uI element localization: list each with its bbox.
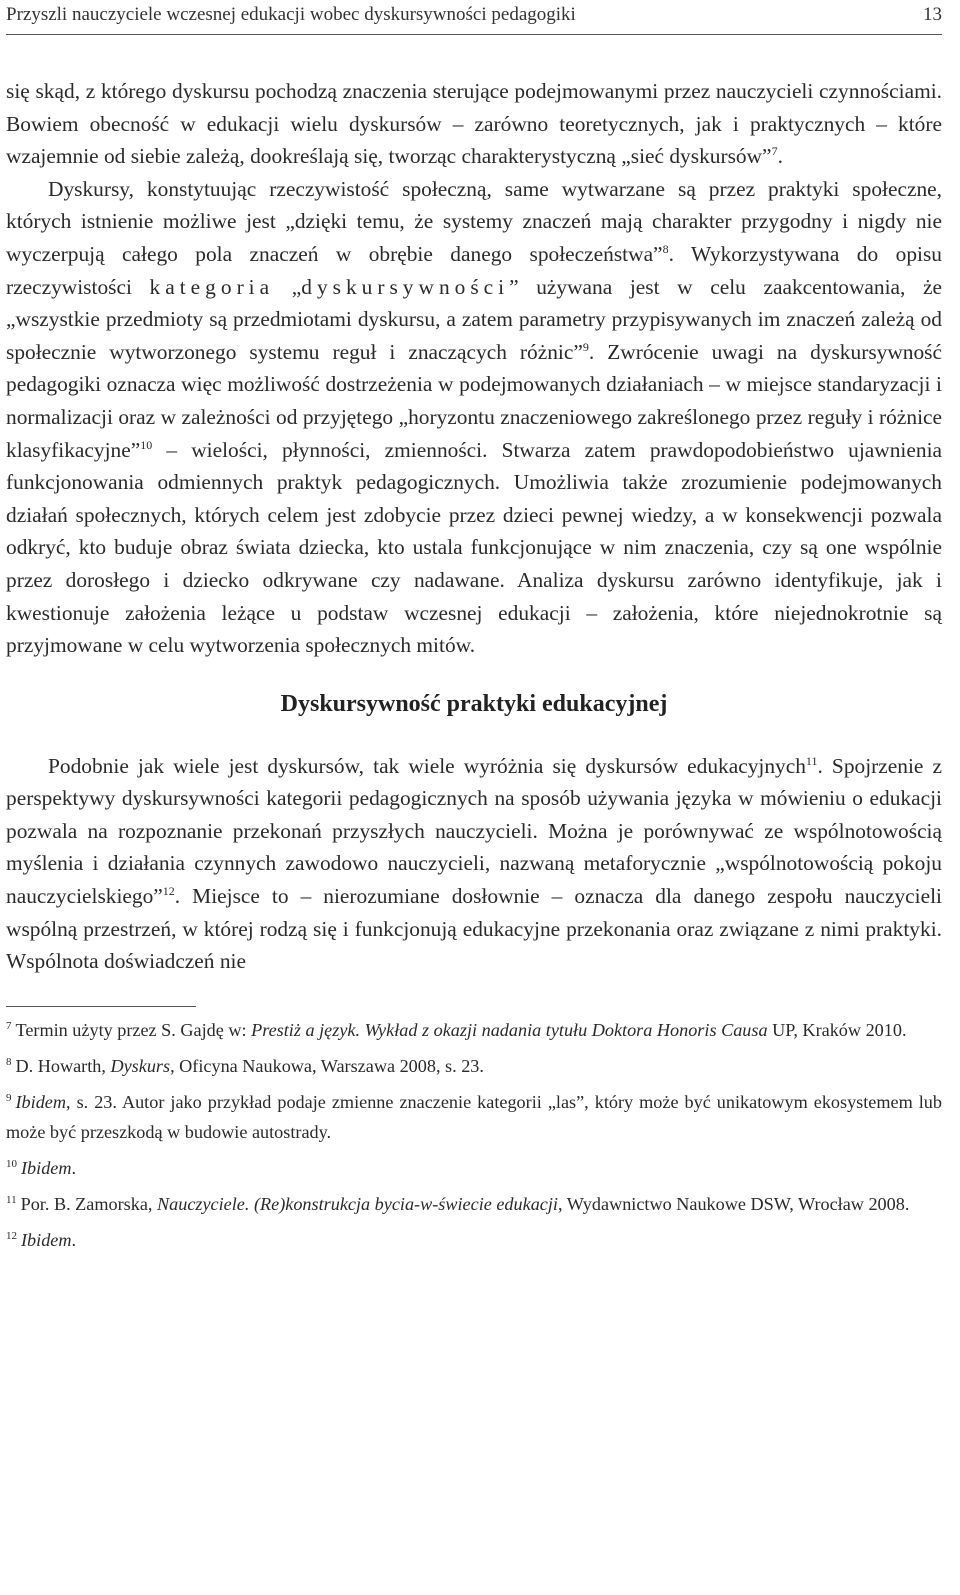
footnote-italic: Ibidem [21,1229,72,1250]
paragraph-3-text-a: Podobnie jak wiele jest dyskursów, tak wiele wyróżnia się dyskursów edukacyjnych [48,753,806,778]
footnote-text: , Oficyna Naukowa, Warszawa 2008, s. 23. [170,1055,484,1076]
footnote-number: 12 [6,1229,17,1242]
open-quote: „ [291,274,302,299]
paragraph-2-text-a: Dyskursy, konstytuując rzeczywistość społeczną, same wytwarzane są przez praktyki społeczne, których istnienie możliwe jest „dzięki temu, że systemy znaczeń mają charakter przygodny i nigdy nie wyczerpują całego pola znaczeń w obrębie danego społeczeństwa” [6,176,942,266]
footnote [6,1189,942,1219]
footnote [6,1153,942,1183]
footnote-ref-8[interactable]: 8 [662,241,669,256]
footnote-ref-9[interactable]: 9 [582,339,589,354]
spaced-term-dyskursywnosci: dyskursywności [301,274,510,299]
paragraph-2-text-f: – wielości, płynności, zmienności. Stwarza zatem prawdopodobieństwo ujawnienia funkcjonowania odmiennych praktyk pedagogicznych. Umożliwia także zrozumienie podejmowanych działań społecznych, których celem jest zdobycie przez dzieci pewnej wiedzy, a w konsekwencji pozwala odkryć, kto buduje obraz świata dziecka, kto ustala funkcjonujące w nim znaczenia, czy są one wspólnie przez dorosłego i dziecko odkrywane czy nadawane. Analiza dyskursu zarówno identyfikuje, jak i kwestionuje założenia leżące u podstaw wczesnej edukacji – założenia, które niejednokrotnie są przyjmowane w celu wytworzenia społecznych mitów. [6,437,942,658]
footnote [6,1015,942,1045]
footnote-text: , Wydawnictwo Naukowe DSW, Wrocław 2008. [557,1193,910,1214]
paragraph-1 [6,75,942,173]
footnote-number: 7 [6,1019,12,1032]
footnote-text: . [71,1157,77,1178]
footnote-number: 10 [6,1157,17,1170]
paragraph-2-text-e: . Zwrócenie uwagi na dyskursywność pedagogiki oznacza więc możliwość dostrzeżenia w podejmowanych działaniach – w miejsce standaryzacji i normalizacji oraz w zależności od przyjętego „horyzontu znaczeniowego zakreślonego przez reguły i różnice klasyfikacyjne” [6,339,943,462]
footnote-text: UP, Kraków 2010. [767,1019,907,1040]
paragraph-1-text: się skąd, z którego dyskursu pochodzą znaczenia sterujące podejmowanymi przez nauczycieli czynnościami. Bowiem obecność w edukacji wielu dyskursów – zarówno teoretycznych, jak i praktycznych – które wzajemnie od siebie zależą, dookreślają się, tworząc charakterystyczną „sieć dyskursów” [6,79,942,169]
running-title: Przyszli nauczyciele wczesnej edukacji wobec dyskursywności pedagogiki [6,4,576,25]
footnote-ref-10[interactable]: 10 [140,437,153,452]
footnote-italic: Nauczyciele. (Re)konstrukcja bycia-w-świecie edukacji [157,1193,558,1214]
footnote-text: Termin użyty przez S. Gajdę w: [15,1019,252,1040]
footnote-text: Por. B. Zamorska, [20,1193,157,1214]
footnote-number: 8 [6,1055,12,1068]
spaced-term-kategoria: kategoria [149,274,275,299]
running-header [6,0,942,35]
footnote-ref-7[interactable]: 7 [771,144,778,159]
paragraph-3-text-b: . Spojrzenie z perspektywy dyskursywności kategorii pedagogicznych na sposób używania języka w mówieniu o edukacji pozwala na rozpoznanie przekonań przyszłych nauczycieli. Można je porównywać ze wspólnotowością myślenia i działania czynnych zawodowo nauczycieli, nazwaną metaforycznie „wspólnotowością pokoju nauczycielskiego” [6,753,943,909]
paragraph-2-text-b: . Wykorzystywana do opisu rzeczywistości [6,241,942,299]
paragraph-3-text-c: . Miejsce to – nierozumiane dosłownie – oznacza dla danego zespołu nauczycieli wspólną przestrzeń, w której rodzą się i funkcjonują edukacyjne przekonania oraz związane z nimi praktyki. Wspólnota doświadczeń nie [6,884,942,974]
page-number: 13 [923,4,942,25]
footnote [6,1087,942,1147]
footnote [6,1225,942,1255]
section-heading: Dyskursywność praktyki edukacyjnej [280,690,668,717]
footnote-text: , s. 23. Autor jako przykład podaje zmienne znaczenie kategorii „las”, który może być unikatowym ekosystemem lub może być przeszkodą w budowie autostrady. [6,1091,942,1142]
footnote [6,1051,942,1081]
footnote-text: D. Howarth, [15,1055,111,1076]
footnote-italic: Ibidem [15,1091,67,1112]
paragraph-1-end: . [777,144,783,169]
footnote-divider [6,1006,196,1007]
paragraph-2 [6,173,942,662]
footnote-italic: Dyskurs [110,1055,171,1076]
main-text [6,75,942,978]
paragraph-3 [6,750,942,978]
footnote-italic: Ibidem [21,1157,72,1178]
footnotes [6,1015,942,1255]
footnote-ref-12[interactable]: 12 [162,884,175,899]
footnote-number: 9 [6,1091,12,1104]
footnote-number: 11 [6,1193,17,1206]
footnote-text: . [71,1229,77,1250]
footnote-ref-11[interactable]: 11 [805,753,818,768]
footnote-italic: Prestiż a język. Wykład z okazji nadania tytułu Doktora Honoris Causa [251,1019,768,1040]
paragraph-2-text-d: ” używana jest w celu zaakcentowania, że „wszystkie przedmioty są przedmiotami dyskursu, a zatem parametry przypisywanych im znaczeń zależą od społecznie wytworzonego systemu reguł i znaczących różnic” [6,274,942,364]
